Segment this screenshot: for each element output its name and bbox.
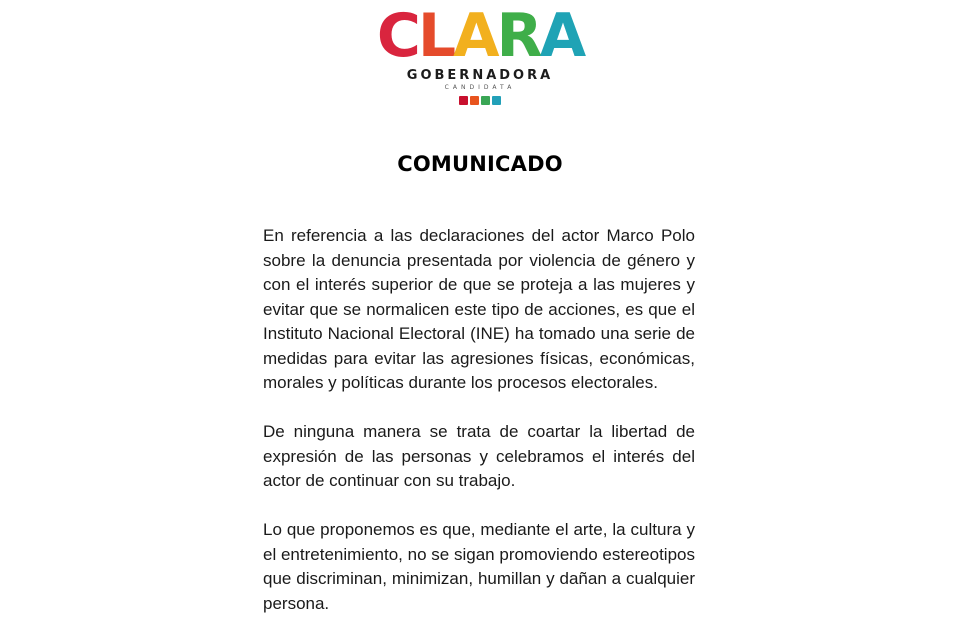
party-badge-icon xyxy=(481,96,490,105)
logo-letter: C xyxy=(376,1,418,71)
statement-body xyxy=(263,224,695,641)
paragraph: De ninguna manera se trata de coartar la libertad de expresión de las personas y celebramos el interés del actor de continuar con su trabajo. xyxy=(263,422,695,490)
logo-letter: A xyxy=(539,1,584,71)
party-badge-icon xyxy=(492,96,501,105)
party-badge-icon xyxy=(470,96,479,105)
logo-letter: A xyxy=(453,1,497,71)
candidate-logo xyxy=(0,1,960,105)
logo-letter: R xyxy=(496,1,540,71)
logo-tagline: CANDIDATA xyxy=(444,84,516,91)
logo-wordmark xyxy=(376,1,584,71)
party-badge-icon xyxy=(459,96,468,105)
paragraph: Lo que proponemos es que, mediante el arte, la cultura y el entretenimiento, no se sigan promoviendo estereotipos que discriminan, minimizan, humillan y dañan a cualquier persona. xyxy=(263,520,695,613)
logo-subtitle: GOBERNADORA xyxy=(406,68,554,83)
page-title: COMUNICADO xyxy=(397,152,563,176)
logo-letter: L xyxy=(417,1,454,71)
party-badges xyxy=(459,96,501,105)
paragraph: En referencia a las declaraciones del actor Marco Polo sobre la denuncia presentada por violencia de género y con el interés superior de que se proteja a las mujeres y evitar que se normalicen este tipo de acciones, es que el Instituto Nacional Electoral (INE) ha tomado una serie de medidas para evitar las agresiones físicas, económicas, morales y políticas durante los procesos electorales. xyxy=(263,226,695,392)
